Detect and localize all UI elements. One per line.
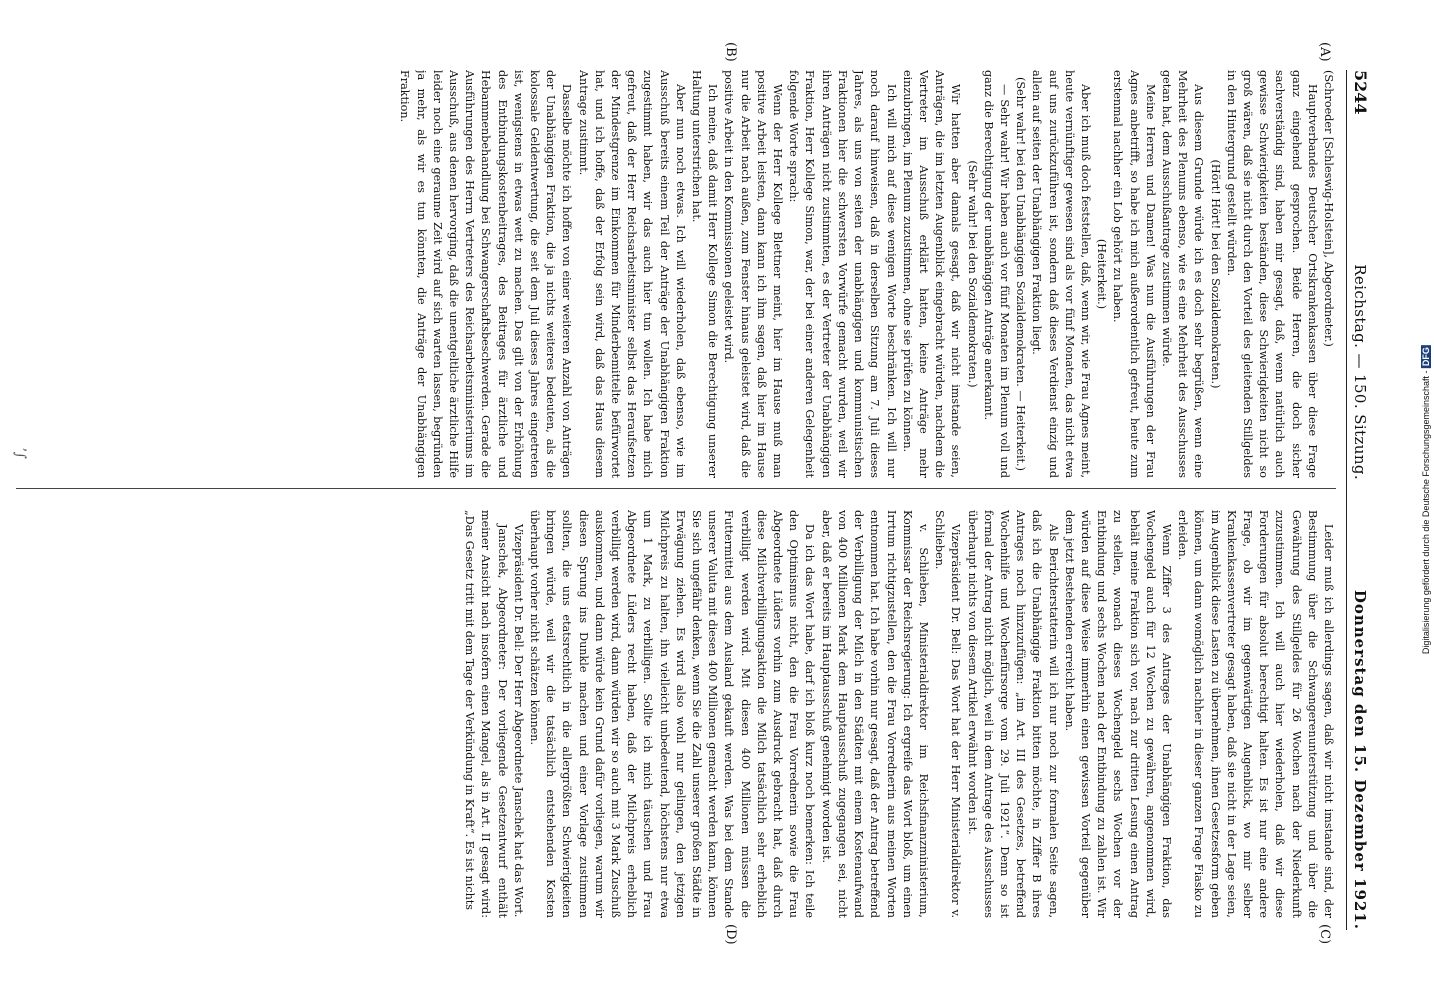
paragraph: Ich meine, daß damit Herr Kollege Simon die Berechtigung unserer Haltung unterstrichen hat.: [690, 70, 720, 478]
column-divider: [16, 488, 1336, 489]
session-date: Donnerstag den 15. Dezember 1921.: [1351, 589, 1369, 930]
interjection: (Sehr wahr! bei den Unabhängigen Sozialdemokraten. — Heiterkeit.): [1014, 77, 1028, 471]
paragraph: Da ich das Wort habe, darf ich bloß kurz noch bemerken: Ich teile den Optimismus nicht, den die Frau Vorrednerin sowie die Frau Abgeordnete Lüders vorhin zum Ausdruck gebracht hat, daß durch diese Milchverbilligungsaktion die Milch tatsächlich sehr erheblich verbilligt werden wird. Mit diesen 400 Millionen müssen die Futtermittel aus dem Ausland gekauft werden. Was bei dem Stande unserer Valuta mit diesen 400 Millionen gemacht werden kann, können Sie sich ungefähr denken, wenn Sie die Zahl unserer großen Städte in Erwägung ziehen. Es wird also wohl nur gelingen, den jetzigen Milchpreis zu halten, ihn vielleicht unbedeutend, höchstens nur etwa um 1 Mark, zu verbilligen. Sollte ich mich täuschen und Frau Abgeordnete Lüders recht haben, daß der Milchpreis erheblich verbilligt werden wird, dann würden wir so auch mit 3 Mark Zuschuß auskommen, und dann würde kein Grund dafür vorliegen, warum wir diesen Sprung ins Dunkle machen und einer Vorlage zustimmen sollten, die uns etatsrechtlich in die allergrößten Schwierigkeiten bringen würde, weil wir die tatsächlich entstehenden Kosten überhaupt vorher nicht schätzen können.: [528, 510, 817, 918]
page-header: [1346, 70, 1388, 930]
paragraph: Hauptverbandes Deutscher Ortskrankenkassen über diese Frage ganz eingehend gesprochen. Beide Herren, die doch sicher sachverständig sind, haben mir gesagt, daß, wenn natürlich auch gewisse Schwierigkeiten beständen, diese Schwierigkeiten nicht so groß wären, daß sie nicht durch den Vorteil des gleitenden Stillgeldes in den Hintergrund gestellt würden.: [1224, 70, 1319, 478]
interjection: (Heiterkeit.): [1095, 238, 1109, 310]
paragraph: Wenn Ziffer 3 des Antrages der Unabhängigen Fraktion, das Wochengeld auch für 12 Wochen zu gewähren, angenommen wird, behält meine Fraktion sich vor, nach zur dritten Lesung einen Antrag zu stellen, wonach dieses Wochengeld sechs Wochen vor der Entbindung und sechs Wochen nach der Entbindung zu zahlen ist. Wir würden auf diese Weise immerhin einen gewissen Vorteil gegenüber dem jetzt Bestehenden erreicht haben.: [1062, 510, 1173, 918]
paragraph: Ich will mich auf diese wenigen Worte beschränken. Ich will nur noch darauf hinweisen, daß in derselben Sitzung am 7. Juli dieses Jahres, als uns von seiten der unabhängigen und kommunistischen Fraktionen hier die schwersten Vorwürfe gemacht wurden, weil wir ihren Anträgen nicht zustimmten, es der Vertreter der Unabhängigen Fraktion, Herr Kollege Simon, war, der bei einer anderen Gelegenheit folgende Worte sprach:: [787, 70, 898, 478]
session-title: Reichstag. — 150. Sitzung.: [1351, 264, 1369, 481]
left-column: [16, 70, 1336, 478]
margin-scribble: ʼ∫: [11, 447, 28, 459]
interjection: (Sehr wahr! bei den Sozialdemokraten.): [965, 160, 979, 388]
paragraph: Leider muß ich allerdings sagen, daß wir nicht imstande sind, der Bestimmung über die Schwangerenunterstützung und über die Gewährung des Stillgeldes für 26 Wochen nach der Niederkunft zuzustimmen. Ich will auch hier wiederholen, daß wir diese Forderungen für absolut berechtigt halten. Es ist nur eine andere Frage, ob wir im gegenwärtigen Augenblick, wo mir selber Krankenkassenvertreter gesagt haben, daß sie nicht in der Lage seien, im Augenblick diese Lasten zu übernehmen, ihnen Gesetzesform geben können, um dann womöglich nachher in dieser ganzen Frage Fiasko zu erleiden.: [1176, 510, 1335, 918]
paragraph: Meine Herren und Damen! Was nun die Ausführungen der Frau Agnes anbetrifft, so habe ich mich außerordentlich gefreut, heute zum erstenmal nachher ein Lob gehört zu haben.: [1111, 70, 1157, 478]
margin-mark-b: (B): [723, 42, 738, 62]
paragraph: Aber ich muß doch feststellen, daß, wenn wir, wie Frau Agnes meint, heute vernünftiger gewesen sind als vor fünf Monaten, das nicht etwa auf uns zurückzuführen ist, sondern daß dieses Verdienst einzig und allein auf seiten der Unabhängigen Fraktion liegt.: [1030, 70, 1092, 478]
paragraph: — Sehr wahr! Wir haben auch vor fünf Monaten im Plenum voll und ganz die Berechtigung der unabhängigen Anträge anerkannt.: [981, 70, 1011, 478]
paragraph: Wir hatten aber damals gesagt, daß wir nicht imstande seien, Anträgen, die im letzten Augenblick eingebracht würden, nachdem die Vertreter im Ausschuß erklärt hatten, keine Anträge mehr einzubringen, im Plenum zuzustimmen, ohne sie prüfen zu können.: [900, 70, 963, 478]
paragraph: Vizepräsident Dr. Bell: Das Wort hat der Herr Ministerialdirektor v. Schlieben.: [933, 510, 963, 918]
paragraph: Wenn der Herr Kollege Blettner meint, hier im Hause muß man positive Arbeit leisten, dann kann ich ihm sagen, daß hier im Hause nur die Arbeit nach außen, zum Fenster hinaus geleistet wird, daß die positive Arbeit in den Kommissionen geleistet wird.: [722, 70, 785, 478]
dfg-credit: [1421, 345, 1431, 654]
paragraph: Aber nun noch etwas. Ich will wiederholen, daß ebenso, wie im Ausschuß bereits einem Teil der Anträge der Unabhängigen Fraktion zugestimmt haben, wir das auch hier tun wollen. Ich habe mich gefreut, daß der Herr Reichsarbeitsminister selbst das Heraufsetzen der Mindestgrenze im Einkommen für Minderbemittelte befürwortet hat, und ich hoffe, daß der Erfolg sein wird, daß das Haus diesem Antrage zustimmt.: [576, 70, 687, 478]
credit-text: Digitalisierung gefördert durch die Deutsche Forschungsgemeinschaft -: [1421, 370, 1431, 655]
paragraph: Janschek, Abgeordneter: Der vorliegende Gesetzentwurf enthält meiner Ansicht nach insofern einen Mangel, als in Art. II gesagt wird: „Das Gesetz tritt mit dem Tage der Verkündung in Kraft“. Es ist nichts: [463, 510, 509, 918]
right-column: [16, 510, 1336, 918]
paragraph: Dasselbe möchte ich hoffen von einer weiteren Anzahl von Anträgen der Unabhängigen Fraktion, die ja nichts weiteres bedeuten, als die kolossale Geldentwertung, die seit dem Juli dieses Jahres eingetreten ist, wenigstens in etwas wett zu machen. Das gilt von der Erhöhung des Entbindungskostenbeitrages, des Beitrages für ärztliche und Hebammenbehandlung bei Schwangerschaftsbeschwerden. Gerade die Ausführungen des Herrn Vertreters des Reichsarbeitsministeriums im Ausschuß, aus denen hervorging, daß die unentgeltliche ärztliche Hilfe leider noch eine geraume Zeit wird auf sich warten lassen, begründen ja mehr, als wir es tun könnten, die Anträge der Unabhängigen Fraktion.: [398, 70, 574, 478]
margin-mark-d: (D): [723, 924, 738, 945]
paragraph: (Schroeder [Schleswig-Holstein], Abgeordneter.): [1322, 70, 1335, 347]
paragraph: Aus diesem Grunde würde ich es doch sehr begrüßen, wenn eine Mehrheit des Plenums ebenso, wie es eine Mehrheit des Ausschusses getan hat, dem Ausschußantrage zustimmen würde.: [1159, 70, 1206, 478]
paragraph: v. Schlieben, Ministerialdirektor im Reichsfinanzministerium, Kommissar der Reichsregierung: Ich ergreife das Wort bloß, um einen Irrtum richtigzustellen, den die Frau Vorrednerin aus meinen Worten entnommen hat. Ich habe vorhin nur gesagt, daß der Antrag betreffend der Verbilligung der Milch in den Städten mit einem Kostenaufwand von 400 Millionen Mark dem Hauptausschuß zugegangen sei, nicht aber, daß er bereits im Hauptausschuß genehmigt worden ist.: [819, 510, 930, 918]
dfg-credit-bar: [1418, 0, 1434, 1000]
margin-mark-a: (A): [1317, 42, 1332, 62]
page-number: 5244: [1351, 70, 1370, 115]
margin-mark-c: (C): [1317, 924, 1332, 945]
paragraph: Vizepräsident Dr. Bell: Der Herr Abgeordnete Janschek hat das Wort.: [511, 524, 525, 918]
rotated-page: [0, 40, 1388, 970]
dfg-logo: DFG: [1421, 347, 1431, 367]
paragraph: Als Berichterstatterin will ich nur noch zur formalen Seite sagen, daß ich die Unabhängige Fraktion bitten möchte, in Ziffer B ihres Antrages noch hinzuzufügen: „im Art. III des Gesetzes, betreffend Wochenhilfe und Wochenfürsorge vom 29. Juli 1921“. Denn so ist formal der Antrag nicht möglich, weil in dem Antrage des Ausschusses überhaupt nichts von diesem Artikel erwähnt worden ist.: [965, 510, 1060, 918]
interjection: (Hört! Hört! bei den Sozialdemokraten.): [1208, 159, 1222, 389]
